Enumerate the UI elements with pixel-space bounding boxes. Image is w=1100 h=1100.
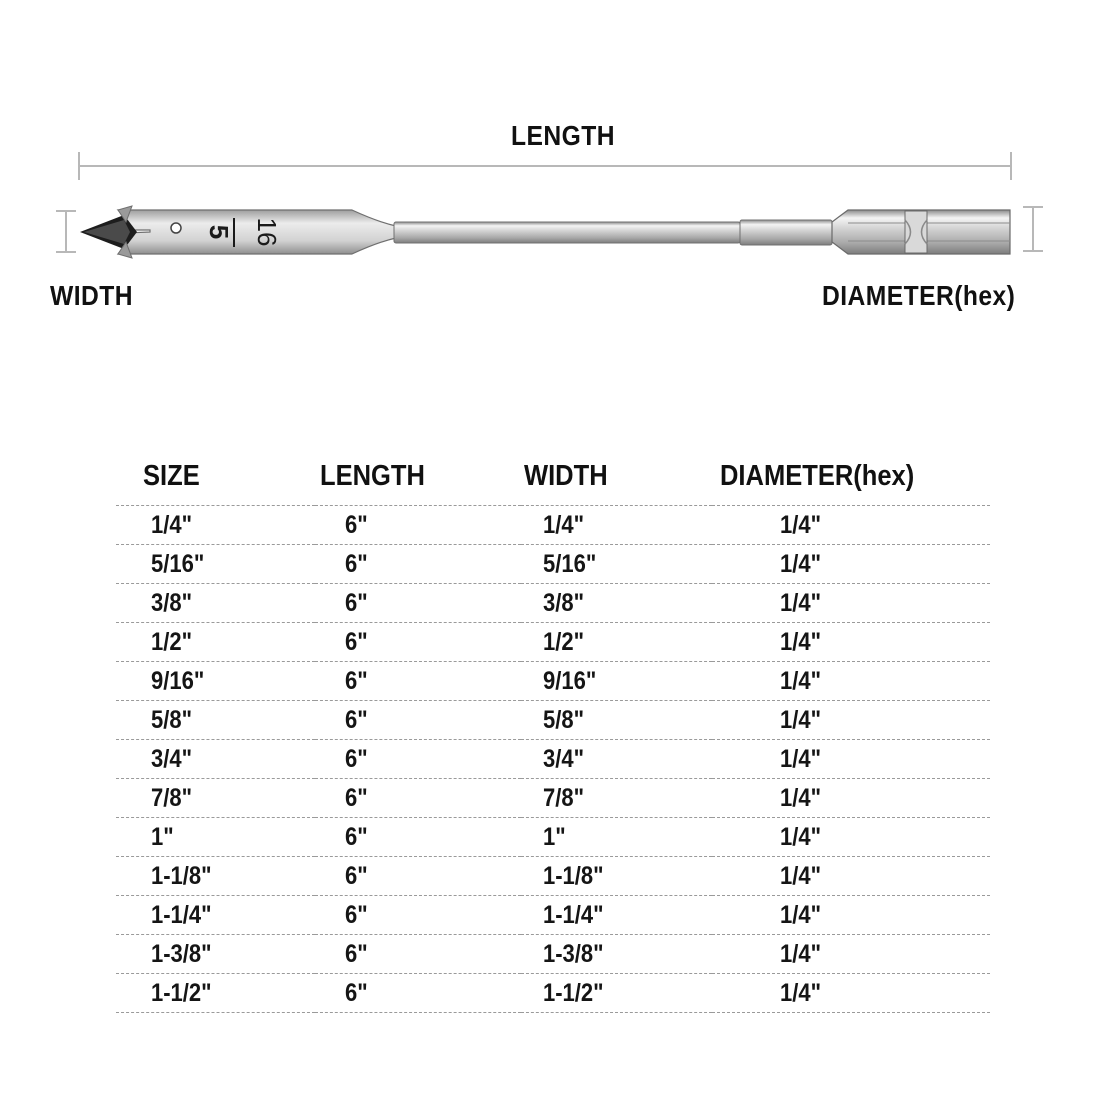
table-row xyxy=(116,506,990,545)
cell-size: 3/8" xyxy=(116,584,315,623)
cell-length: 6" xyxy=(315,779,521,818)
cell-width: 5/16" xyxy=(521,545,712,584)
cell-width: 3/4" xyxy=(521,740,712,779)
cell-width: 5/8" xyxy=(521,701,712,740)
header-diameter: DIAMETER(hex) xyxy=(712,448,990,506)
cell-size: 1/2" xyxy=(116,623,315,662)
width-label: WIDTH xyxy=(50,280,133,311)
cell-size: 1-1/8" xyxy=(116,857,315,896)
cell-diameter: 1/4" xyxy=(712,623,990,662)
cell-size: 5/16" xyxy=(116,545,315,584)
length-label: LENGTH xyxy=(511,120,615,151)
cell-width: 1-1/2" xyxy=(521,974,712,1013)
table-body xyxy=(116,506,990,1013)
cell-size: 7/8" xyxy=(116,779,315,818)
cell-diameter: 1/4" xyxy=(712,545,990,584)
cell-diameter: 1/4" xyxy=(712,662,990,701)
cell-diameter: 1/4" xyxy=(712,857,990,896)
cell-length: 6" xyxy=(315,896,521,935)
cell-size: 3/4" xyxy=(116,740,315,779)
size-spec-table xyxy=(116,448,990,1013)
cell-length: 6" xyxy=(315,623,521,662)
cell-width: 9/16" xyxy=(521,662,712,701)
width-dimension-bracket xyxy=(56,211,76,252)
cell-diameter: 1/4" xyxy=(712,818,990,857)
cell-size: 1/4" xyxy=(116,506,315,545)
table-row xyxy=(116,584,990,623)
cell-width: 1/4" xyxy=(521,506,712,545)
cell-width: 1-1/4" xyxy=(521,896,712,935)
diameter-label: DIAMETER(hex) xyxy=(822,280,1016,311)
cell-length: 6" xyxy=(315,935,521,974)
cell-size: 1-1/2" xyxy=(116,974,315,1013)
cell-length: 6" xyxy=(315,974,521,1013)
table-row xyxy=(116,779,990,818)
header-size: SIZE xyxy=(116,448,315,506)
cell-width: 3/8" xyxy=(521,584,712,623)
cell-width: 1-1/8" xyxy=(521,857,712,896)
table-row xyxy=(116,935,990,974)
cell-length: 6" xyxy=(315,818,521,857)
cell-width: 1-3/8" xyxy=(521,935,712,974)
cell-width: 7/8" xyxy=(521,779,712,818)
cell-length: 6" xyxy=(315,584,521,623)
cell-length: 6" xyxy=(315,545,521,584)
table-row xyxy=(116,818,990,857)
cell-size: 1-3/8" xyxy=(116,935,315,974)
cell-size: 1-1/4" xyxy=(116,896,315,935)
header-length: LENGTH xyxy=(315,448,521,506)
table-row xyxy=(116,740,990,779)
header-width: WIDTH xyxy=(521,448,712,506)
bit-shank xyxy=(394,220,832,245)
cell-diameter: 1/4" xyxy=(712,974,990,1013)
table-row xyxy=(116,545,990,584)
cell-diameter: 1/4" xyxy=(712,779,990,818)
diameter-dimension-bracket xyxy=(1023,207,1043,251)
hex-shank xyxy=(832,210,1010,254)
cell-length: 6" xyxy=(315,506,521,545)
cell-size: 9/16" xyxy=(116,662,315,701)
cell-size: 1" xyxy=(116,818,315,857)
cell-width: 1" xyxy=(521,818,712,857)
table-row xyxy=(116,974,990,1013)
cell-length: 6" xyxy=(315,662,521,701)
table-row xyxy=(116,662,990,701)
table-header-row xyxy=(116,448,990,506)
product-diagram xyxy=(0,0,1100,360)
cell-length: 6" xyxy=(315,701,521,740)
svg-text:5: 5 xyxy=(204,224,234,240)
cell-size: 5/8" xyxy=(116,701,315,740)
table-row xyxy=(116,896,990,935)
svg-text:16: 16 xyxy=(252,217,282,247)
table-row xyxy=(116,701,990,740)
cell-diameter: 1/4" xyxy=(712,701,990,740)
spade-blade xyxy=(80,206,396,258)
table-row xyxy=(116,623,990,662)
cell-diameter: 1/4" xyxy=(712,584,990,623)
cell-diameter: 1/4" xyxy=(712,740,990,779)
cell-diameter: 1/4" xyxy=(712,935,990,974)
cell-width: 1/2" xyxy=(521,623,712,662)
table-row xyxy=(116,857,990,896)
cell-length: 6" xyxy=(315,857,521,896)
cell-diameter: 1/4" xyxy=(712,506,990,545)
cell-diameter: 1/4" xyxy=(712,896,990,935)
cell-length: 6" xyxy=(315,740,521,779)
length-dimension-line xyxy=(79,152,1011,180)
